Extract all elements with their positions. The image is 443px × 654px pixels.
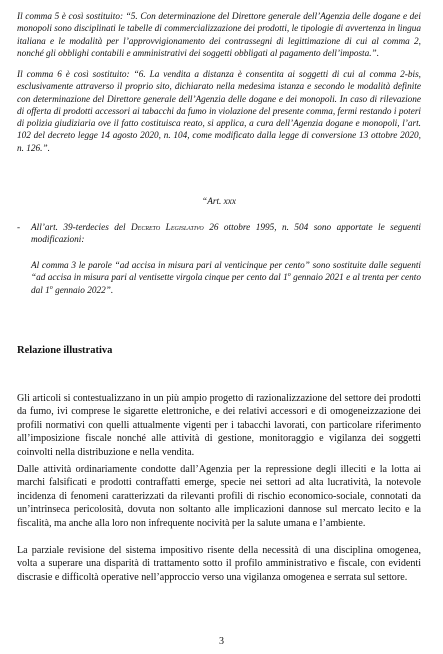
body-paragraph-2: Dalle attività ordinariamente condotte dall’Agenzia per la repressione degli illeciti e la lotta ai marchi falsificati e prodotti contraffatti emerge, specie nei settori ad alta lucratività, la notevole incidenza di fenomeni caratterizzati da rilevanti profili di rischio economico-sociale, connotati da un’intrinseca pericolosità, dovuta non soltanto alle implicazioni dannose sul mercato lecito e la fiscalità, ma anche alla loro non infrequente nocività per la salute umana e l’ambiente. (17, 464, 421, 529)
body-paragraph-3: La parziale revisione del sistema impositivo risente della necessità di una disciplina omogenea, volta a superare una disparità di trattamento sotto il profilo amministrativo e fiscale, con evidenti discrasie e difficoltà operative nell’approccio verso una vigilanza omogenea e serrata sul settore. (17, 545, 421, 583)
amendment-part-1: Al comma 3 le parole “ad accisa in misura pari al venticinque per cento” sono sostituite dalle seguenti “ad accisa in misura pari al ventisette virgola cinque per cento dal 1 (31, 261, 421, 284)
modification-list-item (17, 222, 421, 247)
superscript-ordinal-2: o (49, 284, 53, 291)
amendment-part-2: gennaio 2021 e al trenta per cento dal 1 (31, 273, 421, 296)
paragraph-comma-5: Il comma 5 è così sostituito: “5. Con determinazione del Direttore generale dell’Agenzia delle dogane e dei monopoli sono disciplinati le tabelle di commercializzazione dei prodotti, le tipologie di avvertenza in lingua italiana e le modalità per l’approvvigionamento dei contrassegni di legittimazione di cui al comma 2, nonché gli obblighi contabili e amministrativi dei soggetti obbligati al pagamento dell’imposta.”. (17, 12, 421, 59)
paragraph-comma-6: Il comma 6 è così sostituito: “6. La vendita a distanza è consentita ai soggetti di cui al comma 2-bis, esclusivamente attraverso il proprio sito, dichiarato nella medesima istanza e secondo le modalità definite con determinazione del Direttore generale dell’Agenzia delle dogane e dei monopoli. In caso di rilevazione di offerta di prodotti accessori ai tabacchi da fumo in violazione del presente comma, fermi restando i poteri di polizia giudiziaria ove il fatto costituisca reato, si applica, a cura dell’Agenzia dogane e monopoli, l’art. 102 del decreto legge 14 agosto 2020, n. 104, come modificato dalla legge di conversione 13 ottobre 2020, n. 126.”. (17, 70, 421, 154)
list-item-text (31, 222, 421, 247)
indented-amendment-paragraph (31, 260, 421, 297)
article-heading: “Art. xxx (202, 197, 236, 207)
list-dash: - (17, 223, 21, 233)
decreto-legislativo-label: Decreto Legislativo (131, 223, 204, 233)
page-number: 3 (219, 636, 224, 647)
list-item-suffix: 26 ottobre 1995, n. 504 sono apportate le seguenti modificazioni: (31, 223, 421, 246)
section-heading: Relazione illustrativa (17, 345, 113, 356)
list-item-prefix: All’art. 39-terdecies del (31, 223, 131, 233)
amendment-part-3: gennaio 2022”. (52, 285, 114, 296)
superscript-ordinal-1: o (287, 272, 291, 279)
body-paragraph-1: Gli articoli si contestualizzano in un più ampio progetto di razionalizzazione del settore dei prodotti da fumo, ivi comprese le sigarette elettroniche, e dei relativi accessori e di omogeneizzazione dei profili normativi con quelli attualmente vigenti per i tabacchi lavorati, con particolare riferimento all’imposizione fiscale nonché alle attività di gestione, monitoraggio e vigilanza dei soggetti coinvolti nella distribuzione e nella vendita. (17, 393, 421, 458)
